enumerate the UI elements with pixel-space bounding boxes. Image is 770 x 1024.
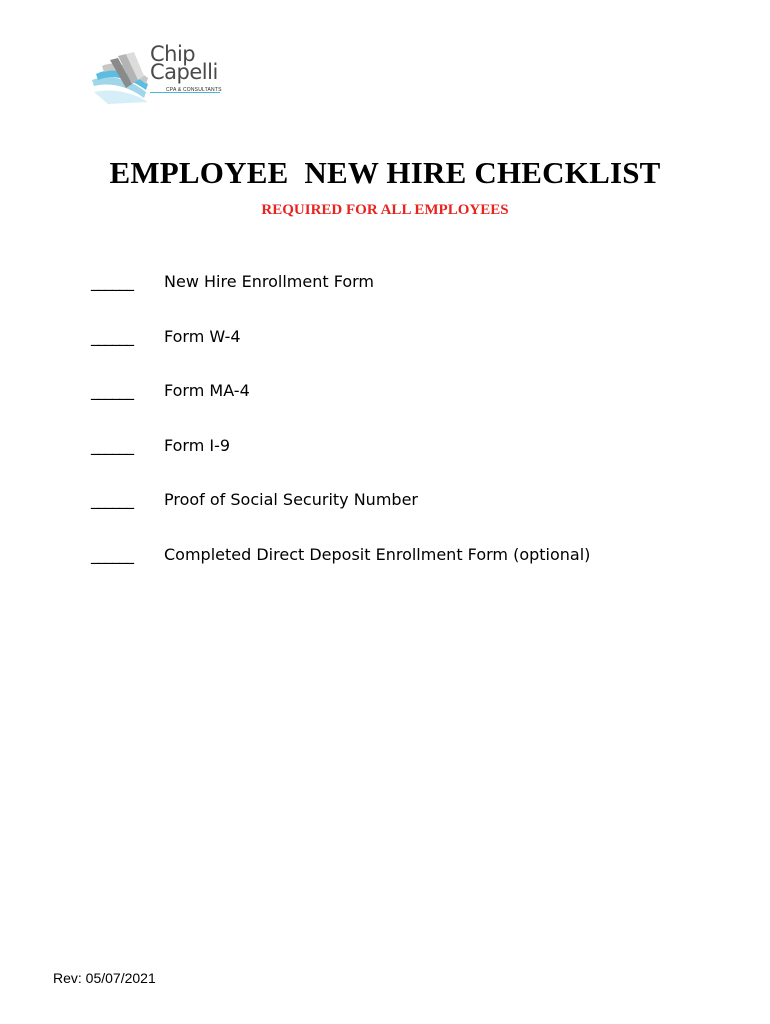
checklist-item: [91, 381, 590, 436]
page-subtitle: REQUIRED FOR ALL EMPLOYEES: [261, 202, 509, 218]
checklist-item-label: Form MA-4: [164, 381, 250, 400]
page-title: EMPLOYEE NEW HIRE CHECKLIST: [109, 155, 661, 190]
checklist-item: [91, 272, 590, 327]
checklist-item: [91, 436, 590, 491]
checklist-item: [91, 490, 590, 545]
checklist-item: [91, 545, 590, 600]
checklist-item-label: Proof of Social Security Number: [164, 490, 418, 509]
checkoff-blank: ______: [91, 435, 133, 455]
checkoff-blank: ______: [91, 272, 133, 291]
checklist-item-label: New Hire Enrollment Form: [164, 272, 375, 291]
checklist: [91, 272, 590, 599]
checkoff-blank: ______: [91, 381, 133, 400]
checklist-item-label: Completed Direct Deposit Enrollment Form (optional): [164, 544, 591, 564]
checkoff-blank: ______: [91, 490, 133, 509]
revision-date: Rev: 05/07/2021: [53, 970, 156, 986]
checklist-item: [91, 327, 590, 382]
logo-text-chip: Chip: [150, 42, 196, 66]
logo-tagline: CPA & CONSULTANTS: [166, 87, 222, 93]
checkoff-blank: ______: [91, 544, 133, 564]
checklist-item-label: Form I-9: [164, 435, 231, 455]
logo-text-capelli: Capelli: [150, 60, 218, 84]
checklist-item-label: Form W-4: [164, 326, 241, 346]
checkoff-blank: ______: [91, 326, 133, 346]
